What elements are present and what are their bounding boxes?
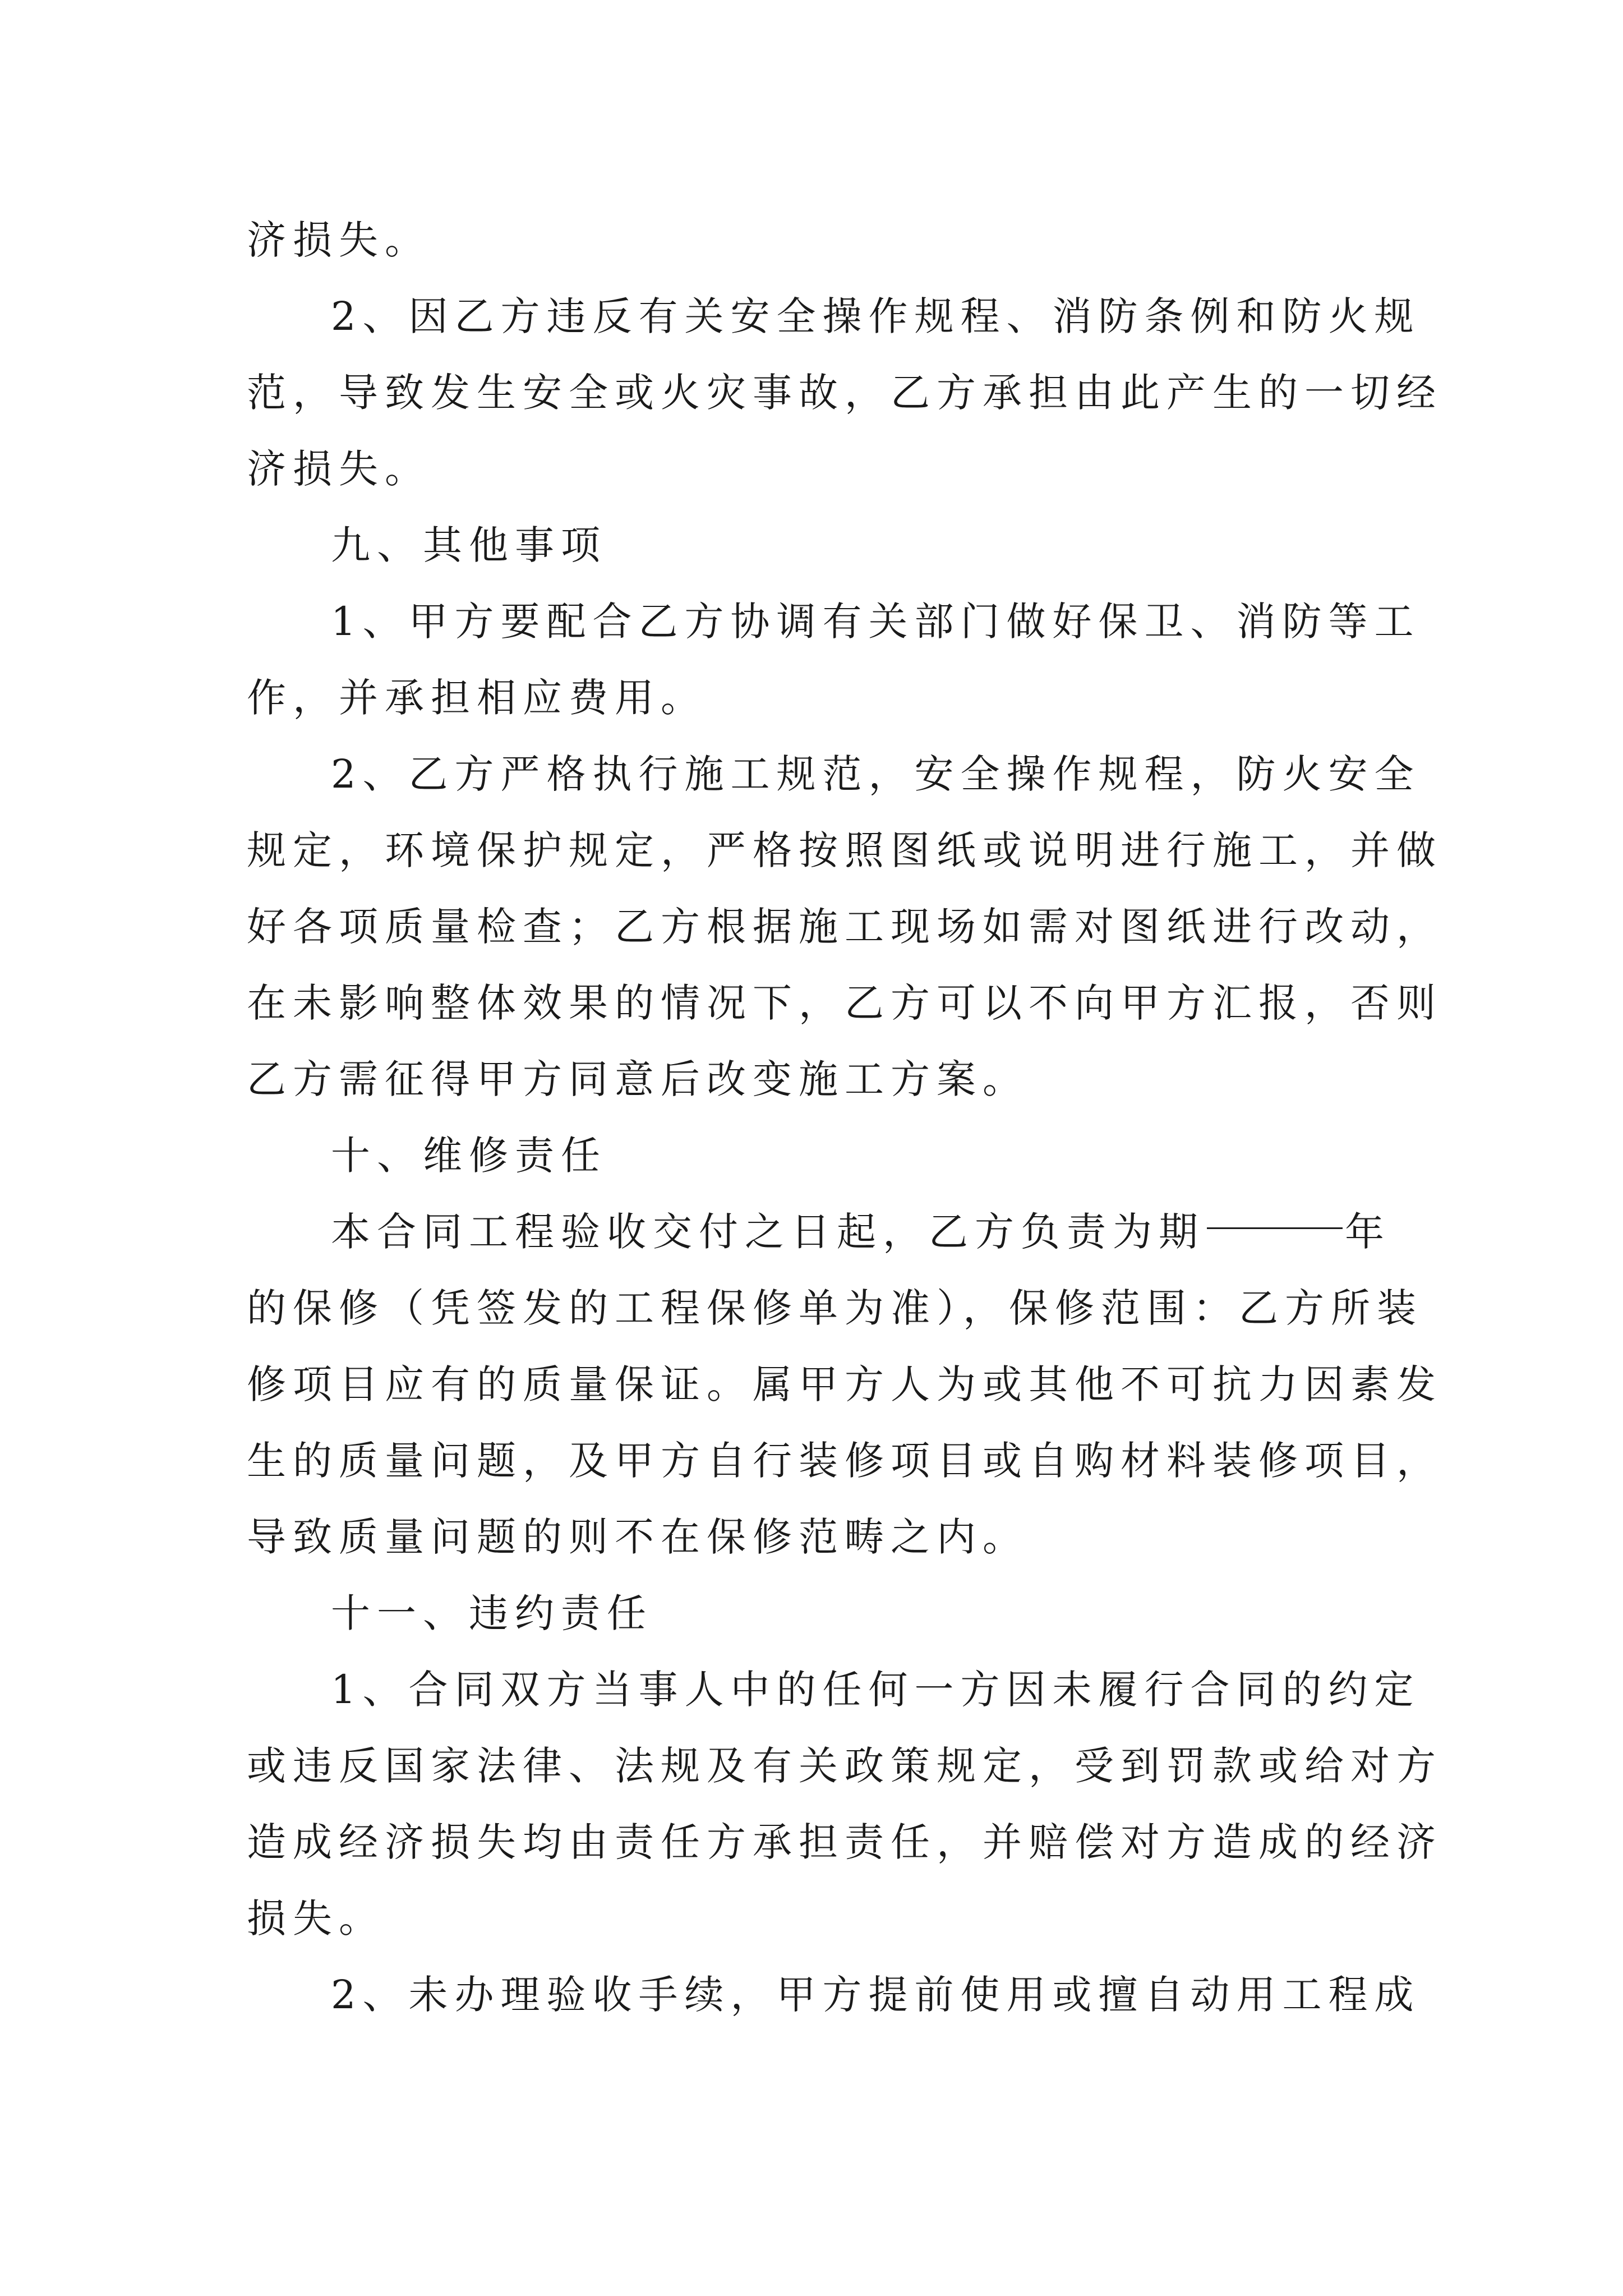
text-line: 生的质量问题，及甲方自行装修项目或自购材料装修项目，	[247, 1438, 1442, 1484]
text-line: 好各项质量检查；乙方根据施工现场如需对图纸进行改动，	[247, 904, 1442, 950]
text-line: 十一、违约责任	[331, 1590, 653, 1636]
text-line: 2、乙方严格执行施工规范，安全操作规程，防火安全	[331, 751, 1421, 797]
text-line: 乙方需征得甲方同意后改变施工方案。	[247, 1056, 1029, 1102]
warranty-text-before: 本合同工程验收交付之日起，乙方负责为期	[331, 1209, 1205, 1255]
text-line: 导致质量问题的则不在保修范畴之内。	[247, 1514, 1029, 1560]
text-line: 在未影响整体效果的情况下，乙方可以不向甲方汇报，否则	[247, 980, 1442, 1026]
text-line: 济损失。	[247, 217, 431, 263]
text-block-lower	[247, 1270, 1442, 2033]
text-line: 十、维修责任	[331, 1133, 607, 1179]
warranty-years-blank	[1207, 1194, 1343, 1229]
text-line: 济损失。	[247, 446, 431, 492]
text-line: 范，导致发生安全或火灾事故，乙方承担由此产生的一切经	[247, 370, 1442, 416]
text-line: 1、甲方要配合乙方协调有关部门做好保卫、消防等工	[331, 599, 1421, 645]
text-line: 九、其他事项	[331, 522, 607, 568]
text-line: 2、因乙方违反有关安全操作规程、消防条例和防火规	[331, 293, 1421, 339]
document-page	[247, 202, 1442, 2033]
text-line: 或违反国家法律、法规及有关政策规定，受到罚款或给对方	[247, 1743, 1442, 1789]
text-block-upper	[247, 202, 1442, 1194]
text-line: 作，并承担相应费用。	[247, 675, 707, 721]
text-line: 修项目应有的质量保证。属甲方人为或其他不可抗力因素发	[247, 1361, 1442, 1407]
text-line: 2、未办理验收手续，甲方提前使用或擅自动用工程成	[331, 1972, 1421, 2018]
text-line: 1、合同双方当事人中的任何一方因未履行合同的约定	[331, 1667, 1421, 1713]
text-line: 造成经济损失均由责任方承担责任，并赔偿对方造成的经济	[247, 1819, 1442, 1865]
warranty-text-after: 年	[1345, 1209, 1391, 1255]
text-line: 的保修（凭签发的工程保修单为准），保修范围：乙方所装	[247, 1285, 1423, 1331]
warranty-line	[247, 1194, 1391, 1270]
text-line: 损失。	[247, 1895, 385, 1941]
text-line: 规定，环境保护规定，严格按照图纸或说明进行施工，并做	[247, 827, 1442, 873]
